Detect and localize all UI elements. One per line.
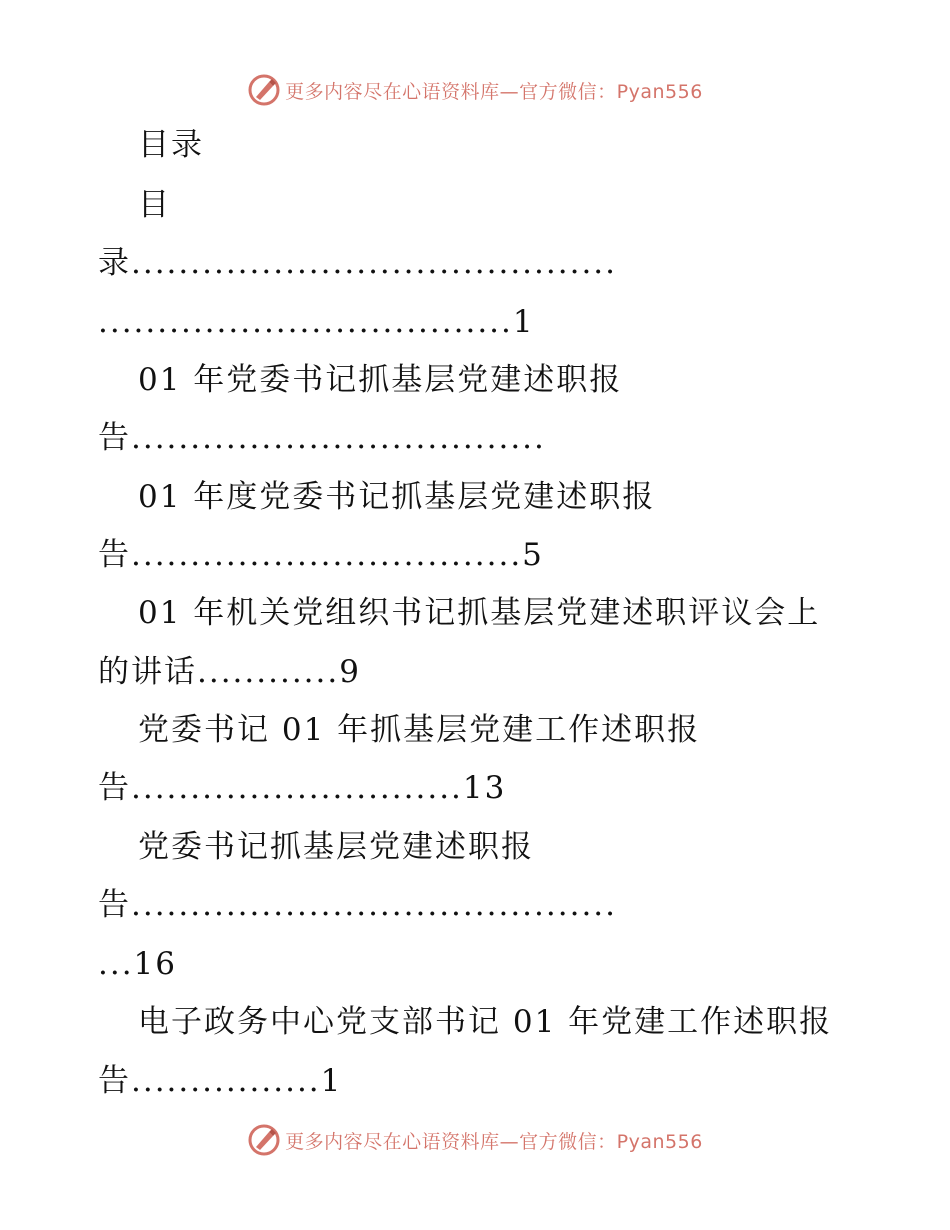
footer-banner bbox=[0, 1120, 950, 1160]
pen-logo-icon bbox=[247, 73, 281, 107]
toc-line: 的讲话............9 bbox=[98, 654, 361, 690]
toc-line: 录......................................... bbox=[98, 245, 618, 281]
toc-line: 告................................... bbox=[98, 420, 546, 456]
toc-line: 告............................13 bbox=[98, 770, 507, 806]
toc-line: 告......................................... bbox=[98, 887, 618, 923]
toc-line: ...................................1 bbox=[98, 304, 535, 340]
toc-line: 告................1 bbox=[98, 1063, 343, 1099]
toc-line: 01 年机关党组织书记抓基层党建述职评议会上 bbox=[138, 595, 821, 631]
toc-line: ...16 bbox=[98, 946, 178, 982]
toc-line: 告.................................5 bbox=[98, 537, 544, 573]
toc-line: 01 年度党委书记抓基层党建述职报 bbox=[138, 479, 656, 515]
toc-line: 电子政务中心党支部书记 01 年党建工作述职报 bbox=[138, 1004, 833, 1040]
toc-heading: 目录 bbox=[138, 127, 204, 163]
header-banner bbox=[0, 70, 950, 110]
toc-line: 01 年党委书记抓基层党建述职报 bbox=[138, 362, 623, 398]
banner-text: 更多内容尽在心语资料库—官方微信：Pyan556 bbox=[285, 1130, 703, 1153]
toc-line: 目 bbox=[138, 187, 171, 223]
toc-line: 党委书记抓基层党建述职报 bbox=[138, 829, 534, 865]
toc-line: 党委书记 01 年抓基层党建工作述职报 bbox=[138, 712, 701, 748]
pen-logo-icon bbox=[247, 1123, 281, 1157]
banner-text: 更多内容尽在心语资料库—官方微信：Pyan556 bbox=[285, 80, 703, 103]
